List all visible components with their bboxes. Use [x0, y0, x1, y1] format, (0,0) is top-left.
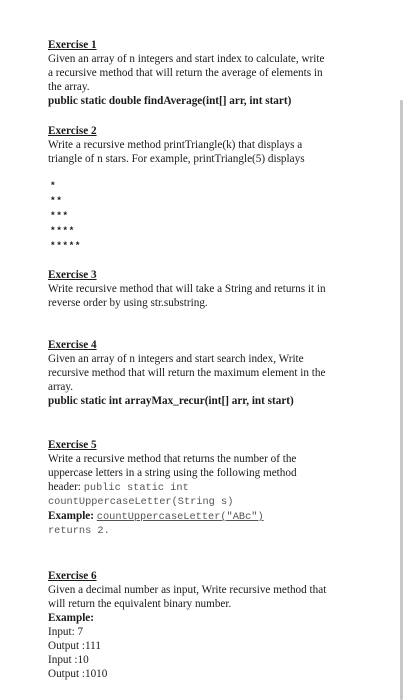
star-row-5: *****: [50, 240, 82, 251]
exercise-5-line-3: [48, 480, 368, 495]
exercise-5-header-text: header:: [48, 481, 84, 493]
exercise-1-description: [48, 52, 368, 94]
exercise-4-description: [48, 352, 368, 394]
exercise-3: [48, 268, 368, 310]
exercise-5-header-code: public static int: [83, 482, 189, 494]
exercise-3-title: Exercise 3: [48, 269, 97, 281]
exercise-6-example-label: Example:: [48, 612, 94, 624]
exercise-1-line-3: the array.: [48, 81, 90, 93]
exercise-6-description: [48, 583, 368, 611]
exercise-5-example-label: Example:: [48, 510, 94, 522]
exercise-4-line-1: Given an array of n integers and start search index, Write: [48, 353, 304, 365]
exercise-5-description: [48, 452, 368, 538]
exercise-4: [48, 338, 368, 408]
exercise-6-io-3: Input :10: [48, 654, 89, 666]
exercise-1-signature: public static double findAverage(int[] arr, int start): [48, 95, 292, 107]
exercise-6-line-2: will return the equivalent binary number.: [48, 598, 232, 610]
exercise-5-header-code-2: countUppercaseLetter(String s): [48, 496, 234, 508]
exercise-5-line-1: Write a recursive method that returns the number of the: [48, 453, 297, 465]
exercise-5-example-line: [48, 509, 368, 524]
exercise-6-io-2: Output :111: [48, 640, 101, 652]
star-row-1: *: [50, 180, 57, 191]
exercise-4-line-3: array.: [48, 381, 74, 393]
exercise-1: [48, 38, 368, 108]
star-triangle: [50, 181, 81, 251]
exercise-3-line-2: reverse order by using str.substring.: [48, 297, 208, 309]
star-row-4: ****: [50, 225, 75, 236]
exercise-4-title: Exercise 4: [48, 339, 97, 351]
exercise-6-title: Exercise 6: [48, 570, 97, 582]
star-row-2: **: [50, 195, 63, 206]
exercise-5-line-2: uppercase letters in a string using the following method: [48, 467, 297, 479]
exercise-5-title: Exercise 5: [48, 439, 97, 451]
exercise-6-io-4: Output :1010: [48, 668, 108, 680]
exercise-6-io-1: Input: 7: [48, 626, 84, 638]
exercise-2-line-2: triangle of n stars. For example, printTriangle(5) displays: [48, 153, 305, 165]
exercise-5: [48, 438, 368, 538]
exercise-2-description: [48, 138, 368, 166]
exercise-3-line-1: Write recursive method that will take a String and returns it in: [48, 283, 326, 295]
exercise-5-example-code-link[interactable]: countUppercaseLetter("ABc"): [96, 511, 264, 523]
exercise-2: [48, 124, 368, 166]
star-row-3: ***: [50, 210, 69, 221]
exercise-1-line-1: Given an array of n integers and start index to calculate, write: [48, 53, 325, 65]
exercise-2-line-1: Write a recursive method printTriangle(k) that displays a: [48, 139, 303, 151]
exercise-5-returns: returns 2.: [48, 525, 110, 537]
exercise-6-line-1: Given a decimal number as input, Write recursive method that: [48, 584, 327, 596]
exercise-6: [48, 569, 368, 681]
exercise-1-title: Exercise 1: [48, 39, 97, 51]
exercise-4-line-2: recursive method that will return the maximum element in the: [48, 367, 326, 379]
exercise-1-line-2: a recursive method that will return the average of elements in: [48, 67, 323, 79]
scrollbar[interactable]: [400, 100, 403, 700]
exercise-3-description: [48, 282, 368, 310]
exercise-4-signature: public static int arrayMax_recur(int[] arr, int start): [48, 395, 294, 407]
exercise-2-title: Exercise 2: [48, 125, 97, 137]
